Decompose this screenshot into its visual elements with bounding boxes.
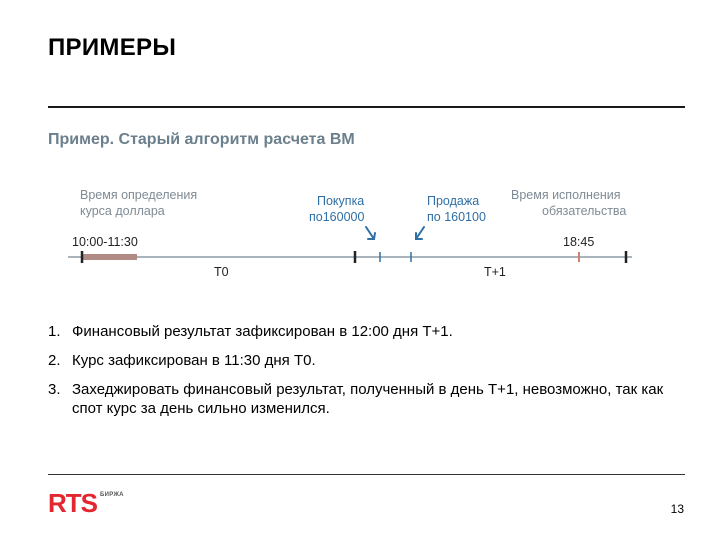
logo-text: RTS — [48, 488, 97, 518]
list-item-text: Курс зафиксирован в 11:30 дня Т0. — [72, 352, 316, 369]
slide-title: ПРИМЕРЫ — [48, 34, 177, 61]
exec-label-line1: Время исполнения — [511, 188, 621, 202]
day-t0-label: T0 — [214, 265, 229, 279]
time-range-label: 10:00-11:30 — [72, 235, 138, 249]
bottom-divider — [48, 474, 685, 475]
list-item-text: Финансовый результат зафиксирован в 12:00 дня Т+1. — [72, 323, 453, 340]
exec-time-label: 18:45 — [563, 235, 595, 249]
rate-time-label-line2: курса доллара — [80, 204, 165, 218]
rts-logo — [48, 490, 124, 516]
page-number: 13 — [670, 502, 684, 516]
list-item-text: Захеджировать финансовый результат, полученный в день Т+1, невозможно, так как спот курс за день сильно изменился. — [72, 381, 664, 417]
sell-label-line2: по 160100 — [427, 210, 486, 224]
buy-label-line1: Покупка — [317, 194, 365, 208]
timeline-diagram — [0, 170, 720, 285]
list-item-number: 2. — [48, 352, 61, 369]
list-item-number: 1. — [48, 323, 61, 340]
list-item — [48, 322, 668, 341]
list-item — [48, 380, 668, 418]
list-item-number: 3. — [48, 381, 61, 398]
sell-label-line1: Продажа — [427, 194, 480, 208]
logo-subtext: БИРЖА — [100, 492, 124, 498]
exec-label-line2: обязательства — [542, 204, 627, 218]
top-divider — [48, 106, 685, 108]
rate-time-label-line1: Время определения — [80, 188, 198, 202]
points-list — [48, 322, 668, 428]
slide-subtitle: Пример. Старый алгоритм расчета ВМ — [48, 131, 355, 148]
list-item — [48, 351, 668, 370]
buy-label-line2: по160000 — [309, 210, 365, 224]
buy-arrow-icon — [366, 227, 375, 239]
day-t1-label: T+1 — [484, 265, 506, 279]
sell-arrow-icon — [416, 227, 424, 239]
rate-fixing-band — [82, 254, 137, 260]
